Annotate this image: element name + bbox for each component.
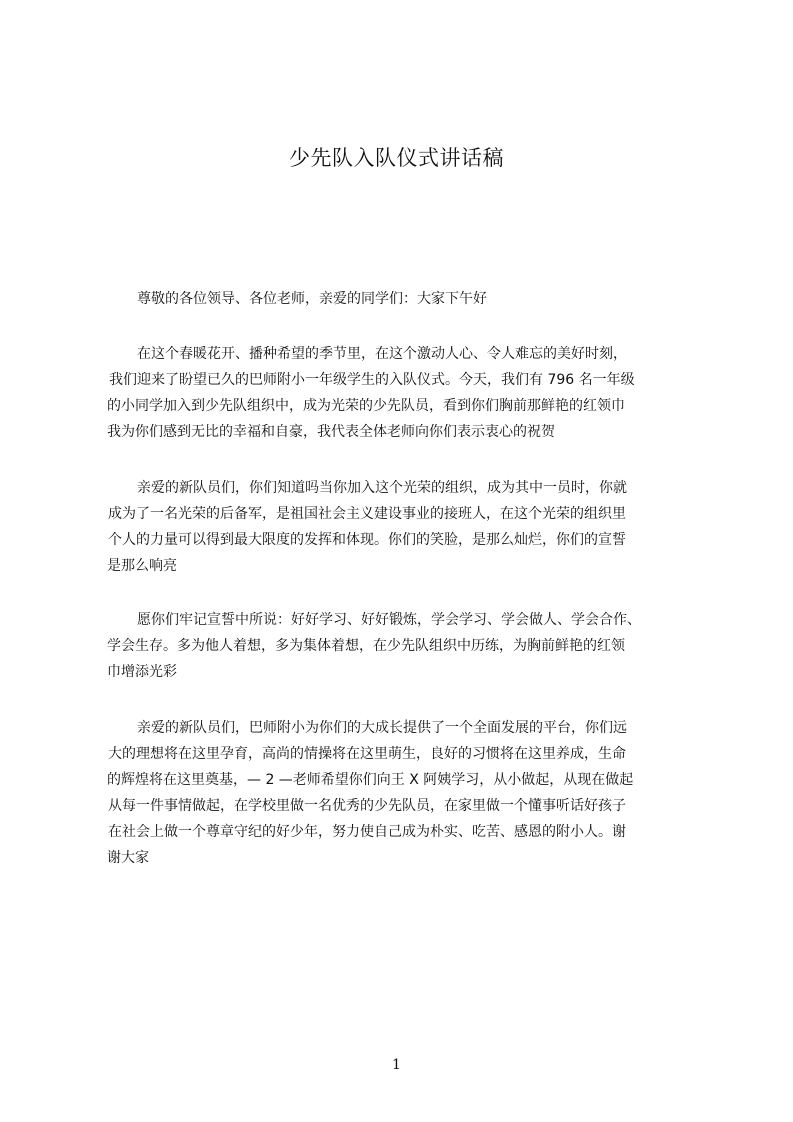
paragraph-line: 亲爱的新队员们，巴师附小为你们的大成长提供了一个全面发展的平台，你们远 (137, 720, 627, 736)
paragraph-line: 从每一件事情做起，在学校里做一名优秀的少先队员，在家里做一个懂事听话好孩子 (108, 798, 626, 814)
paragraph-line: 巾增添光彩 (107, 664, 177, 680)
paragraph-line: 在社会上做一个尊章守纪的好少年，努力使自己成为朴实、吃苦、感恩的附小人。谢 (108, 824, 626, 840)
document-title: 少先队入队仪式讲话稿 (289, 146, 504, 170)
closing-paragraph (107, 715, 707, 871)
paragraph-line: 谢大家 (107, 850, 149, 866)
paragraph-line: 的辉煌将在这里奠基，— 2 —老师希望你们向王 X 阿姨学习，从小做起，从现在做起 (107, 772, 634, 788)
successor-paragraph (107, 475, 707, 579)
paragraph-line: 我们迎来了盼望已久的巴师附小一年级学生的入队仪式。今天，我们有 796 名一年级 (109, 372, 635, 388)
paragraph-line: 亲爱的新队员们，你们知道吗当你加入这个光荣的组织，成为其中一员时，你就 (137, 480, 627, 496)
paragraph-line: 是那么响亮 (107, 558, 177, 574)
paragraph-line: 在这个春暖花开、播种希望的季节里，在这个激动人心、令人难忘的美好时刻， (137, 346, 627, 362)
oath-paragraph (107, 607, 707, 685)
paragraph-line: 学会生存。多为他人着想，多为集体着想，在少先队组织中历练，为胸前鲜艳的红领 (107, 638, 625, 654)
paragraph-line: 愿你们牢记宣誓中所说：好好学习、好好锻炼，学会学习、学会做人、学会合作、 (137, 612, 641, 628)
paragraph-line: 我为你们感到无比的幸福和自豪，我代表全体老师向你们表示衷心的祝贺 (107, 424, 555, 440)
paragraph-line: 个人的力量可以得到最大限度的发挥和体现。你们的笑脸，是那么灿烂，你们的宣誓 (108, 532, 626, 548)
paragraph-line: 大的理想将在这里孕育，高尚的情操将在这里萌生，良好的习惯将在这里养成，生命 (108, 746, 626, 762)
paragraph-line: 成为了一名光荣的后备军，是祖国社会主义建设事业的接班人，在这个光荣的组织里 (108, 506, 626, 522)
greeting-paragraph (107, 286, 707, 312)
opening-paragraph (107, 341, 707, 445)
page-number: 1 (392, 1057, 401, 1073)
paragraph-line: 尊敬的各位领导、各位老师，亲爱的同学们：大家下午好 (137, 291, 487, 307)
paragraph-line: 的小同学加入到少先队组织中，成为光荣的少先队员，看到你们胸前那鲜艳的红领巾 (107, 398, 625, 414)
